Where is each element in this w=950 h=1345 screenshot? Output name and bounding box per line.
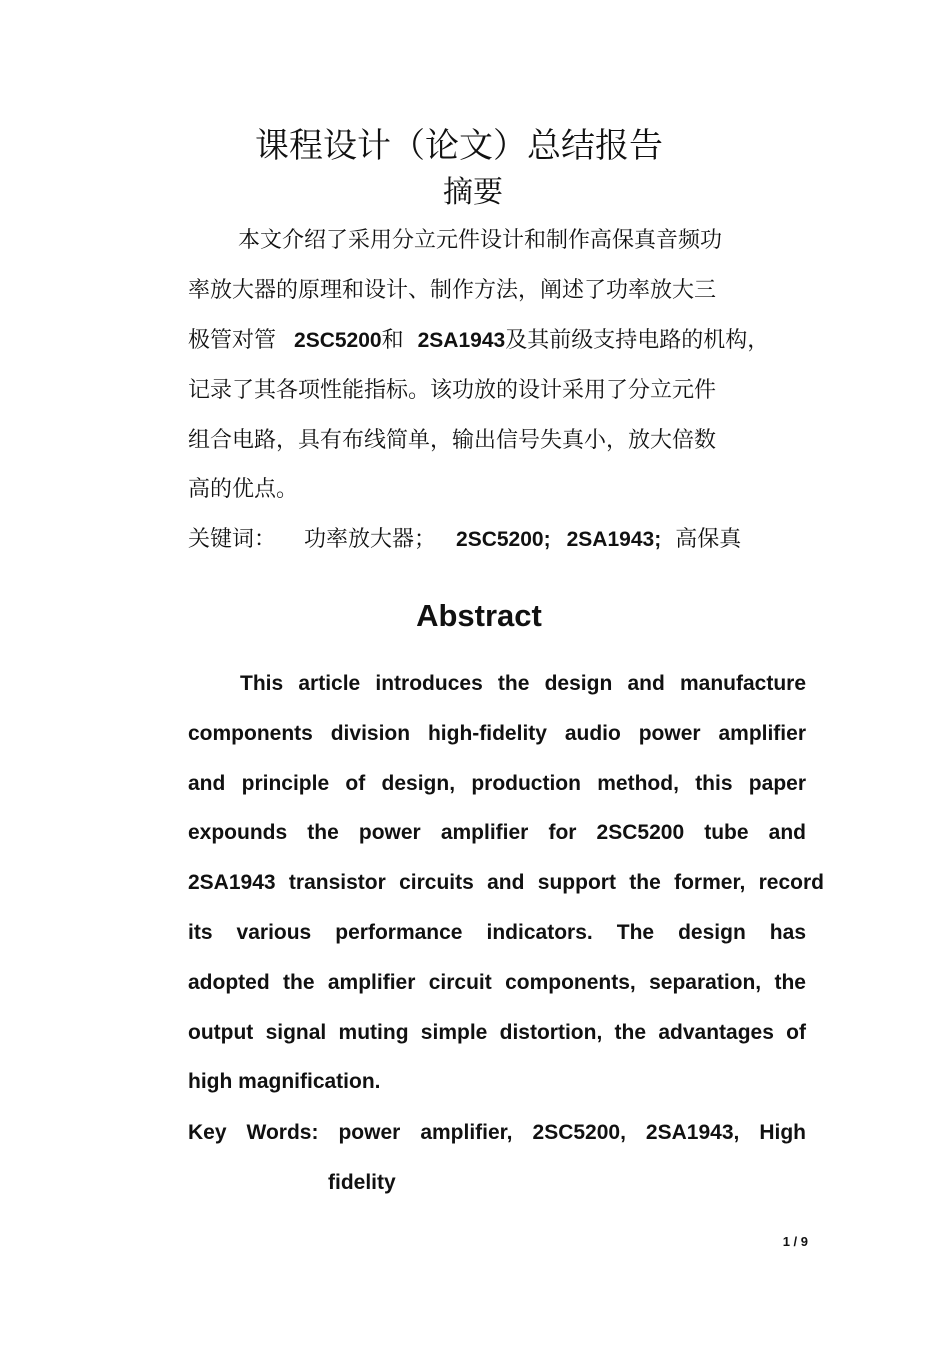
part-number: 2SA1943	[417, 329, 506, 352]
keyword: 2SA1943	[566, 528, 655, 551]
en-abstract-line: and principle of design, production method, this paper	[188, 772, 806, 795]
en-abstract-line: expounds the power amplifier for 2SC5200 tube and	[188, 821, 806, 844]
keyword: 2SC5200	[456, 528, 544, 551]
cn-abstract-line: 组合电路，具有布线简单，输出信号失真小，放大倍数	[188, 428, 717, 453]
en-abstract-line: adopted the amplifier circuit components, separation, the	[188, 971, 806, 994]
keyword: 高保真	[675, 527, 742, 552]
cn-text-segment: 及其前级支持电路的机构，	[505, 328, 770, 353]
part-number: 2SC5200	[294, 329, 382, 352]
en-keywords-line: fidelity	[328, 1171, 396, 1194]
cn-abstract-line: 率放大器的原理和设计、制作方法，阐述了功率放大三	[188, 278, 717, 303]
en-abstract-line: its various performance indicators. The design has	[188, 921, 806, 944]
cn-abstract-line: 本文介绍了采用分立元件设计和制作高保真音频功	[238, 228, 723, 253]
cn-text-segment: 极管对管	[188, 328, 277, 353]
cn-abstract-line	[188, 325, 769, 357]
en-abstract-line: 2SA1943 transistor circuits and support the former, record	[188, 871, 824, 894]
report-title: 课程设计（论文）总结报告	[255, 126, 663, 166]
abstract-heading-en: Abstract	[416, 598, 542, 633]
cn-abstract-line: 高的优点。	[188, 477, 299, 502]
abstract-heading-cn: 摘要	[443, 175, 503, 210]
cn-abstract-line: 记录了其各项性能指标。该功放的设计采用了分立元件	[188, 378, 717, 403]
page-number: 1 / 9	[782, 1234, 808, 1249]
keyword: 功率放大器；	[304, 527, 437, 552]
cn-text-segment: 和	[381, 328, 404, 353]
keyword-separator: ;	[654, 528, 662, 551]
en-keywords-line: Key Words: power amplifier, 2SC5200, 2SA1943, High	[188, 1121, 806, 1144]
en-abstract-line: components division high-fidelity audio power amplifier	[188, 722, 806, 745]
en-abstract-line: This article introduces the design and manufacture	[240, 672, 806, 695]
keyword-separator: ;	[543, 528, 551, 551]
cn-keywords	[188, 524, 741, 556]
en-abstract-line: output signal muting simple distortion, the advantages of	[188, 1021, 806, 1044]
en-abstract-line: high magnification.	[188, 1070, 381, 1093]
keywords-label: 关键词：	[188, 527, 277, 552]
